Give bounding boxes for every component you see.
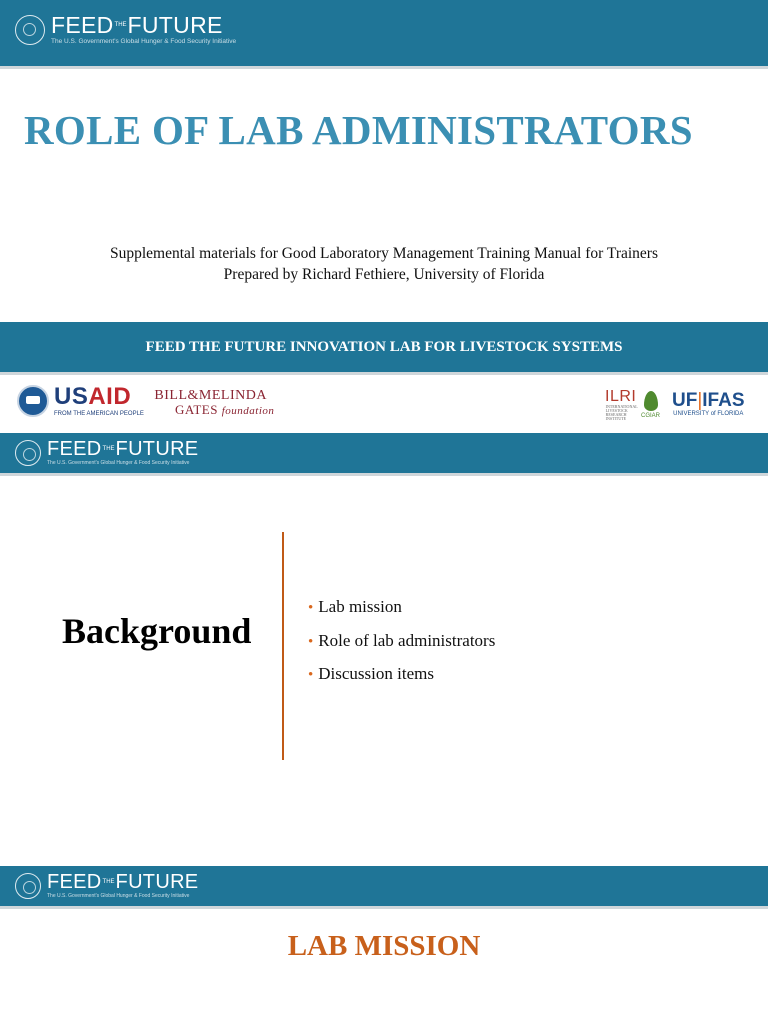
bullet-text: Lab mission — [318, 597, 402, 616]
us-seal-icon — [15, 873, 41, 899]
logo-word-the: THE — [114, 22, 127, 28]
uf-ifas-logo — [672, 391, 745, 417]
cgiar-tag: CGIAR — [641, 413, 661, 419]
lab-mission-title: LAB MISSION — [287, 930, 481, 962]
gates-line-2: GATES — [175, 402, 218, 417]
ilri-logo — [605, 389, 636, 421]
logo-word-the: THE — [102, 445, 115, 452]
gates-line-2b: foundation — [221, 405, 275, 417]
bullet-icon: • — [308, 667, 314, 683]
us-seal-icon — [15, 15, 45, 45]
logo-tagline: The U.S. Government's Global Hunger & Food Security Initiative — [51, 38, 237, 45]
cgiar-leaf-icon — [644, 391, 658, 411]
logo-word-feed: FEED — [51, 12, 114, 38]
usaid-logo — [17, 385, 144, 417]
usaid-seal-icon — [17, 385, 49, 417]
feed-the-future-logo — [15, 439, 198, 466]
feed-the-future-logo — [15, 872, 198, 899]
bullet-text: Discussion items — [318, 664, 434, 683]
logo-word-future: FUTURE — [115, 438, 199, 460]
logo-word-feed: FEED — [47, 438, 102, 460]
ilri-word: ILRI — [605, 388, 637, 405]
bullet-icon: • — [308, 633, 314, 650]
logo-word-future: FUTURE — [115, 871, 199, 893]
bullet-item — [308, 591, 495, 625]
cgiar-logo — [641, 391, 660, 419]
gates-line-1: BILL&MELINDA — [154, 388, 267, 403]
slide-1 — [0, 0, 768, 433]
subtitle-line-2: Prepared by Richard Fethiere, University of Florida — [223, 266, 545, 283]
usaid-word-us: US — [54, 383, 89, 410]
slide-title: ROLE OF LAB ADMINISTRATORS — [24, 107, 693, 153]
subtitle-line-1: Supplemental materials for Good Laboratory Management Training Manual for Trainers — [110, 245, 658, 262]
bullet-item — [308, 625, 495, 659]
us-seal-icon — [15, 440, 41, 466]
logo-word-future: FUTURE — [127, 12, 223, 38]
section-divider — [282, 532, 284, 760]
slide-2-header-bar — [0, 433, 768, 476]
background-title: Background — [62, 611, 252, 651]
slide-1-header-bar — [0, 0, 768, 69]
uf-word: UF — [672, 390, 698, 411]
logo-word-feed: FEED — [47, 871, 102, 893]
logo-word-the: THE — [102, 878, 115, 885]
usaid-tagline: FROM THE AMERICAN PEOPLE — [54, 411, 144, 417]
slide-3-header-bar — [0, 866, 768, 909]
background-bullet-list — [308, 591, 495, 692]
usaid-word-aid: AID — [88, 383, 132, 410]
logo-tagline: The U.S. Government's Global Hunger & Food Security Initiative — [47, 893, 190, 899]
bullet-item — [308, 658, 495, 692]
uf-tagline: UNIVERSITY of FLORIDA — [673, 411, 744, 417]
bullet-icon: • — [308, 600, 314, 616]
gates-foundation-logo — [147, 389, 274, 417]
feed-the-future-logo — [15, 14, 236, 46]
uf-separator: | — [697, 390, 703, 411]
ilri-tagline: INTERNATIONAL LIVESTOCK RESEARCH INSTITUTE — [605, 404, 638, 421]
logo-tagline: The U.S. Government's Global Hunger & Food Security Initiative — [47, 460, 190, 466]
innovation-lab-band-text: FEED THE FUTURE INNOVATION LAB FOR LIVESTOCK SYSTEMS — [145, 339, 623, 355]
bullet-text: Role of lab administrators — [318, 630, 496, 650]
ifas-word: IFAS — [702, 390, 745, 411]
innovation-lab-band — [0, 322, 768, 375]
